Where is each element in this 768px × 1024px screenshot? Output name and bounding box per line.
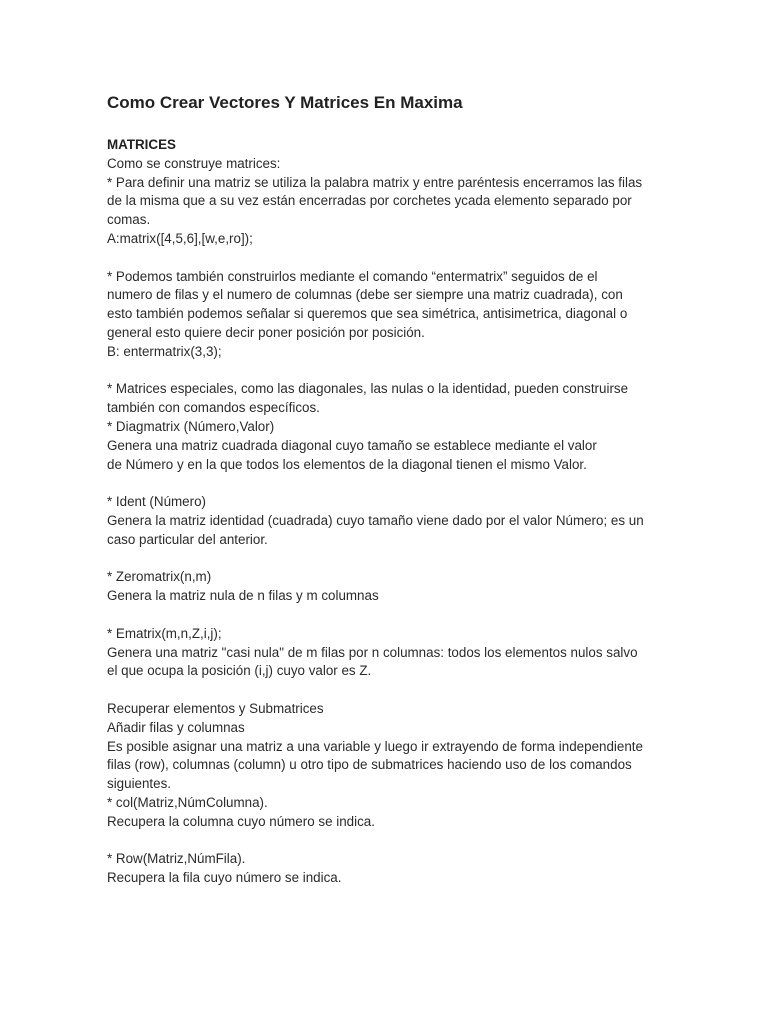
text-line: comas. [107,212,151,228]
text-line: filas (row), columnas (column) u otro tipo de submatrices haciendo uso de los comandos [107,757,632,773]
text-line: numero de filas y el numero de columnas (debe ser siempre una matriz cuadrada), con [107,287,623,303]
text-line: el que ocupa la posición (i,j) cuyo valor es Z. [107,663,372,679]
text-line: de la misma que a su vez están encerradas por corchetes ycada elemento separado por [107,193,632,209]
section-ident [107,493,667,549]
text-line: * Diagmatrix (Número,Valor) [107,418,275,434]
text-line: * Podemos también construirlos mediante el comando “entermatrix” seguidos de el [107,268,598,284]
section-matrices [107,136,667,249]
text-line: Recuperar elementos y Submatrices [107,700,324,716]
text-line: también con comandos específicos. [107,400,320,416]
code-line: A:matrix([4,5,6],[w,e,ro]); [107,230,253,246]
text-line: * Ident (Número) [107,494,206,510]
text-line: * Ematrix(m,n,Z,i,j); [107,625,222,641]
section-special-matrices [107,380,667,474]
document-page [107,92,667,888]
text-line: general esto quiere decir poner posición por posición. [107,324,425,340]
code-line: B: entermatrix(3,3); [107,343,222,359]
section-heading: MATRICES [107,137,176,152]
text-line: de Número y en la que todos los elementos de la diagonal tienen el mismo Valor. [107,456,587,472]
document-title: Como Crear Vectores Y Matrices En Maxima [107,93,463,112]
text-line: * Zeromatrix(n,m) [107,569,212,585]
text-line: * col(Matriz,NúmColumna). [107,794,268,810]
text-line: esto también podemos señalar si queremos que sea simétrica, antisimetrica, diagonal o [107,306,628,322]
text-line: Genera la matriz identidad (cuadrada) cuyo tamaño viene dado por el valor Número; es un [107,512,644,528]
text-line: Añadir filas y columnas [107,719,245,735]
text-line: * Para definir una matriz se utiliza la palabra matrix y entre paréntesis encerramos las filas [107,174,643,190]
text-line: siguientes. [107,776,172,792]
text-line: Recupera la fila cuyo número se indica. [107,870,342,886]
section-row [107,850,667,888]
section-zeromatrix [107,568,667,606]
text-line: Como se construye matrices: [107,155,281,171]
text-line: caso particular del anterior. [107,531,268,547]
text-line: Genera una matriz cuadrada diagonal cuyo tamaño se establece mediante el valor [107,437,597,453]
text-line: * Row(Matriz,NúmFila). [107,851,246,867]
section-submatrices [107,700,667,832]
text-line: Es posible asignar una matriz a una variable y luego ir extrayendo de forma independiente [107,738,643,754]
section-ematrix [107,625,667,681]
text-line: Genera una matriz "casi nula" de m filas por n columnas: todos los elementos nulos salvo [107,644,638,660]
section-entermatrix [107,268,667,362]
text-line: * Matrices especiales, como las diagonales, las nulas o la identidad, pueden construirse [107,381,629,397]
text-line: Genera la matriz nula de n filas y m columnas [107,588,379,604]
text-line: Recupera la columna cuyo número se indica. [107,813,375,829]
